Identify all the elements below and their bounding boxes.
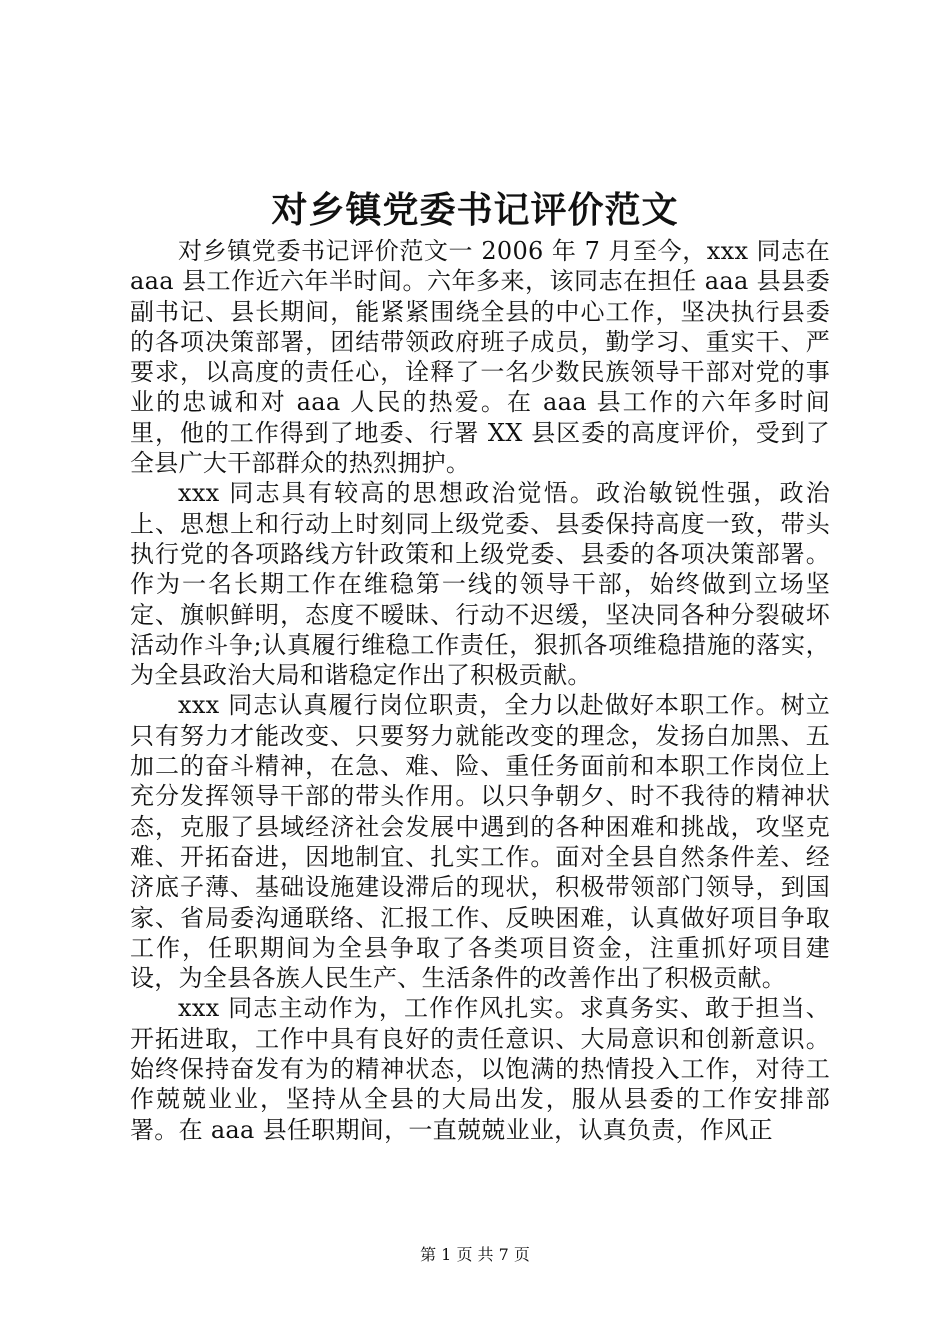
document-body (130, 236, 830, 1145)
paragraph-1: 对乡镇党委书记评价范文一 2006 年 7 月至今，xxx 同志在 aaa 县工作近六年半时间。六年多来，该同志在担任 aaa 县县委副书记、县长期间，能紧紧围绕全县的中心工作，坚决执行县委的各项决策部署，团结带领政府班子成员，勤学习、重实干、严要求，以高度的责任心，诠释了一名少数民族领导干部对党的事业的忠诚和对 aaa 人民的热爱。在 aaa 县工作的六年多时间里，他的工作得到了地委、行署 XX 县区委的高度评价，受到了全县广大干部群众的热烈拥护。 (130, 237, 830, 478)
paragraph-4: xxx 同志主动作为，工作作风扎实。求真务实、敢于担当、开拓进取，工作中具有良好的责任意识、大局意识和创新意识。始终保持奋发有为的精神状态，以饱满的热情投入工作，对待工作兢兢业业，坚持从全县的大局出发，服从县委的工作安排部署。在 aaa 县任职期间，一直兢兢业业，认真负责，作风正 (130, 994, 830, 1144)
paragraph-2: xxx 同志具有较高的思想政治觉悟。政治敏锐性强，政治上、思想上和行动上时刻同上级党委、县委保持高度一致，带头执行党的各项路线方针政策和上级党委、县委的各项决策部署。作为一名长期工作在维稳第一线的领导干部，始终做到立场坚定、旗帜鲜明，态度不暧昧、行动不迟缓，坚决同各种分裂破坏活动作斗争;认真履行维稳工作责任，狠抓各项维稳措施的落实，为全县政治大局和谐稳定作出了积极贡献。 (130, 479, 830, 690)
document-title: 对乡镇党委书记评价范文 (271, 189, 679, 231)
paragraph-3: xxx 同志认真履行岗位职责，全力以赴做好本职工作。树立只有努力才能改变、只要努力就能改变的理念，发扬白加黑、五加二的奋斗精神，在急、难、险、重任务面前和本职工作岗位上充分发挥领导干部的带头作用。以只争朝夕、时不我待的精神状态，克服了县域经济社会发展中遇到的各种困难和挑战，攻坚克难、开拓奋进，因地制宜、扎实工作。面对全县自然条件差、经济底子薄、基础设施建设滞后的现状，积极带领部门领导，到国家、省局委沟通联络、汇报工作、反映困难，认真做好项目争取工作，任职期间为全县争取了各类项目资金，注重抓好项目建设，为全县各族人民生产、生活条件的改善作出了积极贡献。 (130, 691, 830, 993)
page-footer: 第 1 页 共 7 页 (420, 1245, 530, 1264)
